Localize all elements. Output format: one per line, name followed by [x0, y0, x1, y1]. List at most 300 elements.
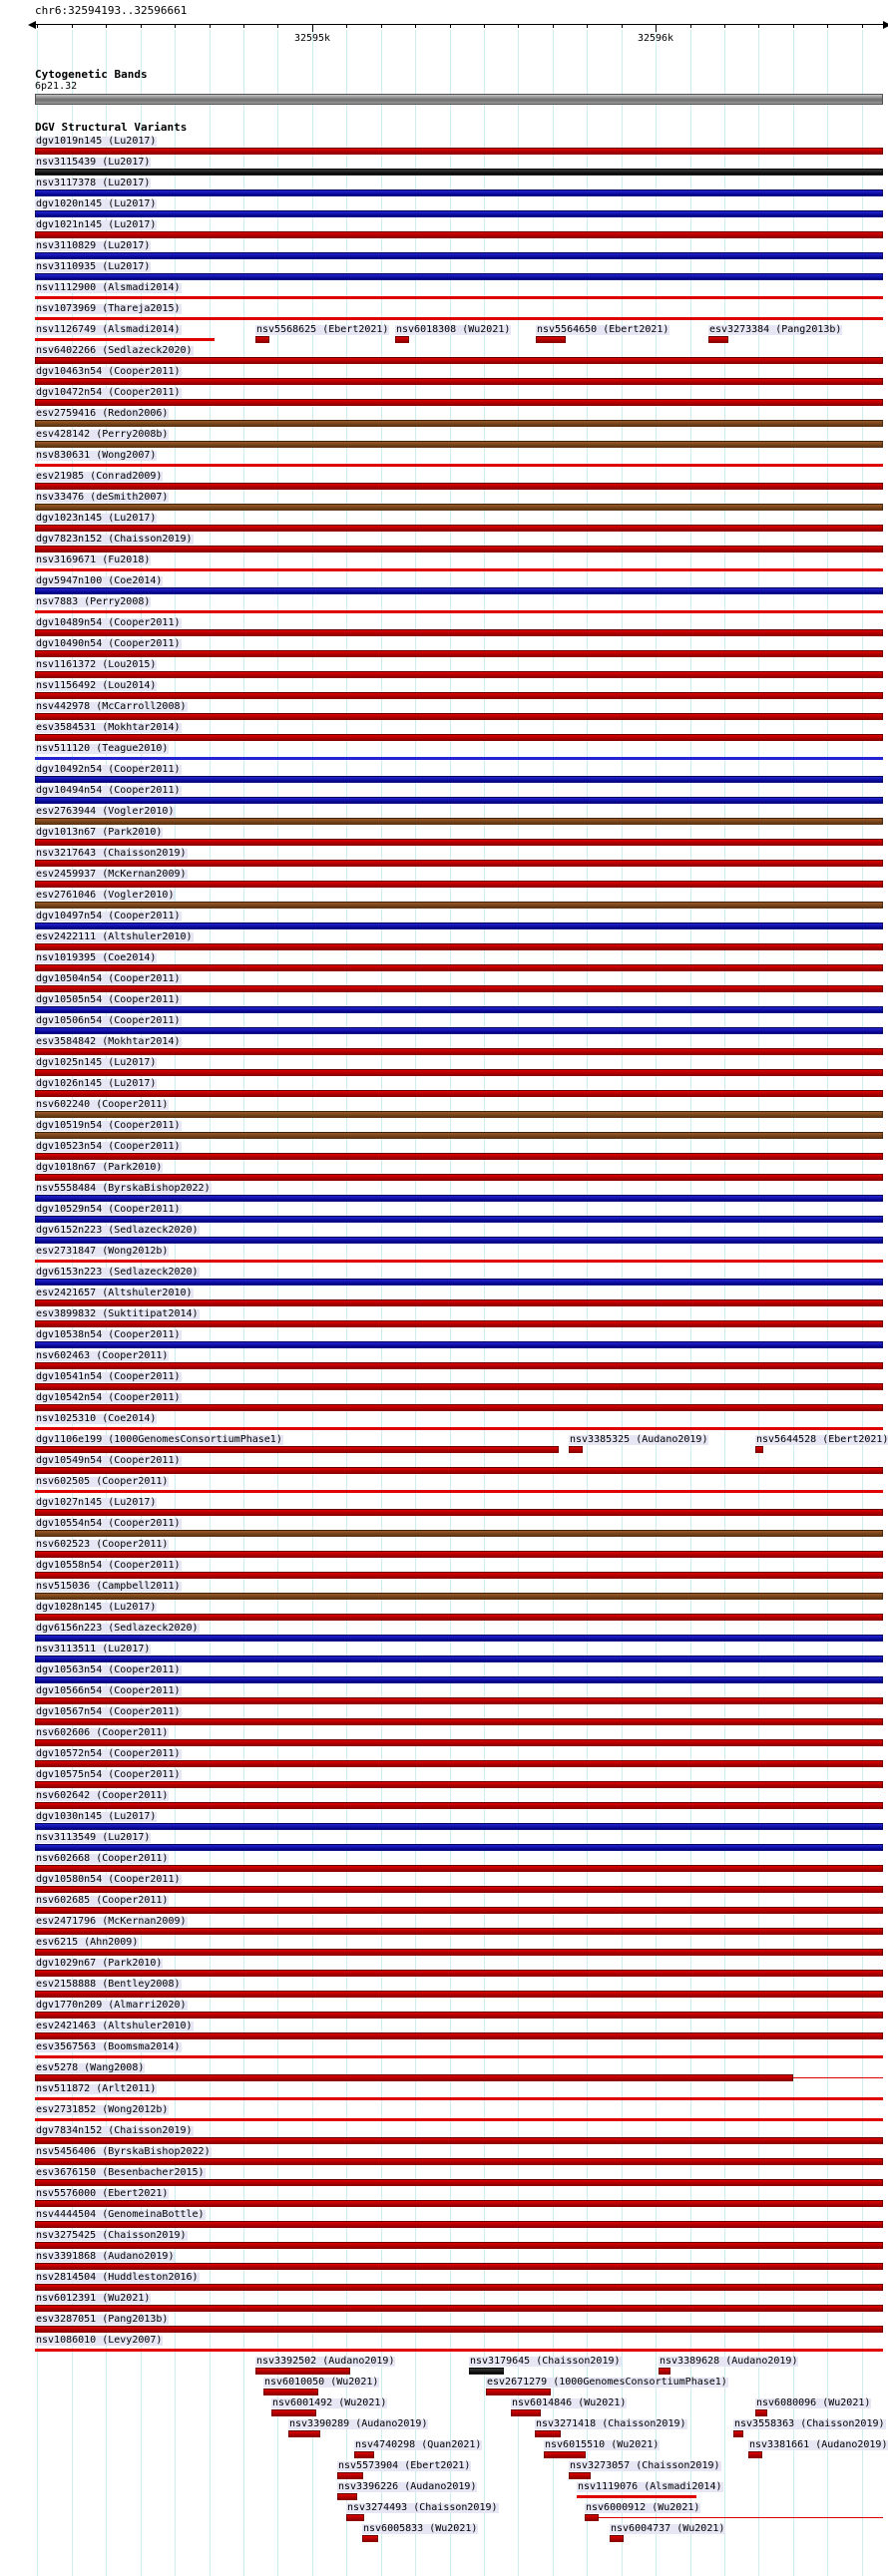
variant-label[interactable]: dgv10494n54 (Cooper2011) — [36, 785, 181, 796]
variant-label[interactable]: dgv1106e199 (1000GenomesConsortiumPhase1) — [36, 1434, 282, 1445]
variant-label[interactable]: dgv7823n152 (Chaisson2019) — [36, 534, 193, 545]
variant-label[interactable]: nsv5558484 (ByrskaBishop2022) — [36, 1183, 211, 1194]
variant-bar[interactable] — [544, 2451, 586, 2458]
variant-label[interactable]: nsv3396226 (Audano2019) — [338, 2481, 477, 2492]
variant-label[interactable]: dgv1027n145 (Lu2017) — [36, 1497, 157, 1508]
variant-label[interactable]: esv3567563 (Boomsma2014) — [36, 2041, 181, 2052]
variant-label[interactable]: dgv10504n54 (Cooper2011) — [36, 973, 181, 984]
variant-label[interactable]: nsv3391868 (Audano2019) — [36, 2251, 175, 2262]
variant-label[interactable]: nsv602463 (Cooper2011) — [36, 1350, 169, 1361]
variant-bar[interactable] — [35, 2326, 883, 2333]
variant-bar[interactable] — [569, 2472, 591, 2479]
variant-bar[interactable] — [35, 420, 883, 427]
variant-label[interactable]: nsv442978 (McCarroll2008) — [36, 701, 187, 712]
variant-row — [0, 912, 888, 932]
variant-bar[interactable] — [35, 1404, 883, 1411]
variant-label[interactable]: nsv3179645 (Chaisson2019) — [470, 2356, 621, 2367]
variant-label[interactable]: dgv5947n100 (Coe2014) — [36, 575, 163, 586]
variant-bar[interactable] — [755, 1446, 763, 1453]
variant-bar[interactable] — [35, 441, 883, 448]
variant-label[interactable]: nsv3110829 (Lu2017) — [36, 240, 151, 251]
variant-label[interactable]: esv2671279 (1000GenomesConsortiumPhase1) — [487, 2377, 727, 2388]
variant-label[interactable]: nsv1156492 (Lou2014) — [36, 680, 157, 691]
variant-label[interactable]: dgv10580n54 (Cooper2011) — [36, 1874, 181, 1885]
variant-bar[interactable] — [35, 1635, 883, 1642]
variant-label[interactable]: dgv10542n54 (Cooper2011) — [36, 1392, 181, 1403]
variant-bar[interactable] — [35, 1928, 883, 1935]
variant-label[interactable]: nsv2814504 (Huddleston2016) — [36, 2272, 199, 2283]
variant-bar[interactable] — [35, 1383, 883, 1390]
variant-label[interactable]: nsv4740298 (Quan2021) — [355, 2439, 482, 2450]
variant-label[interactable]: esv2459937 (McKernan2009) — [36, 869, 187, 880]
variant-bar[interactable] — [271, 2409, 316, 2416]
variant-label[interactable]: dgv10549n54 (Cooper2011) — [36, 1455, 181, 1466]
variant-bar[interactable] — [35, 1697, 883, 1704]
variant-bar[interactable] — [362, 2535, 378, 2542]
variant-bar[interactable] — [35, 902, 883, 909]
variant-label[interactable]: dgv1770n209 (Almarri2020) — [36, 2000, 187, 2011]
variant-bar[interactable] — [35, 338, 215, 341]
variant-label[interactable]: esv3287051 (Pang2013b) — [36, 2314, 169, 2325]
variant-bar[interactable] — [35, 1362, 883, 1369]
variant-label[interactable]: nsv6010050 (Wu2021) — [264, 2377, 379, 2388]
variant-row — [0, 2084, 888, 2105]
variant-label[interactable]: nsv3385325 (Audano2019) — [570, 1434, 708, 1445]
variant-label[interactable]: nsv7883 (Perry2008) — [36, 596, 151, 607]
variant-row — [0, 1247, 888, 1268]
variant-bar[interactable] — [35, 525, 883, 532]
variant-bar[interactable] — [35, 1823, 883, 1830]
variant-label[interactable]: esv2731847 (Wong2012b) — [36, 1246, 169, 1257]
variant-bar[interactable] — [395, 336, 409, 343]
ruler-minor-tick — [175, 25, 176, 28]
variant-label[interactable]: dgv6152n223 (Sedlazeck2020) — [36, 1225, 199, 1236]
variant-bar[interactable] — [337, 2472, 363, 2479]
variant-bar[interactable] — [35, 1195, 883, 1202]
variant-label[interactable]: esv2158888 (Bentley2008) — [36, 1979, 181, 1990]
variant-bar[interactable] — [35, 1320, 883, 1327]
variant-label[interactable]: dgv10554n54 (Cooper2011) — [36, 1518, 181, 1529]
variant-bar[interactable] — [486, 2389, 551, 2395]
variant-label[interactable]: nsv830631 (Wong2007) — [36, 450, 157, 461]
variant-bar[interactable] — [35, 1509, 883, 1516]
variant-bar[interactable] — [35, 1090, 883, 1097]
variant-bar[interactable] — [35, 1341, 883, 1348]
variant-bar[interactable] — [35, 231, 883, 238]
variant-label[interactable]: nsv3392502 (Audano2019) — [256, 2356, 395, 2367]
variant-label[interactable]: nsv6402266 (Sedlazeck2020) — [36, 345, 193, 356]
variant-bar[interactable] — [469, 2368, 504, 2375]
variant-bar[interactable] — [35, 1865, 883, 1872]
variant-bar[interactable] — [35, 169, 883, 176]
variant-label[interactable]: dgv10519n54 (Cooper2011) — [36, 1120, 181, 1131]
variant-label[interactable]: nsv1073969 (Thareja2015) — [36, 303, 181, 314]
variant-row — [0, 681, 888, 702]
variant-label[interactable]: esv428142 (Perry2008b) — [36, 429, 169, 440]
variant-label[interactable]: nsv3113511 (Lu2017) — [36, 1644, 151, 1655]
variant-label[interactable]: esv2761046 (Vogler2010) — [36, 890, 175, 901]
variant-label[interactable]: esv2759416 (Redon2006) — [36, 408, 169, 419]
variant-label[interactable]: dgv10566n54 (Cooper2011) — [36, 1685, 181, 1696]
variant-bar[interactable] — [35, 1760, 883, 1767]
variant-label[interactable]: nsv515036 (Campbell2011) — [36, 1581, 181, 1592]
variant-bar[interactable] — [35, 1427, 883, 1430]
variant-row — [0, 1791, 888, 1812]
variant-bar[interactable] — [35, 1299, 883, 1306]
variant-label[interactable]: nsv1112900 (Alsmadi2014) — [36, 282, 181, 293]
variant-label[interactable]: nsv3275425 (Chaisson2019) — [36, 2230, 187, 2241]
variant-label[interactable]: nsv3271418 (Chaisson2019) — [536, 2418, 686, 2429]
variant-row — [0, 555, 888, 576]
variant-label[interactable]: nsv602505 (Cooper2011) — [36, 1476, 169, 1487]
variant-bar[interactable] — [35, 1260, 883, 1263]
variant-label[interactable]: dgv1029n67 (Park2010) — [36, 1958, 163, 1969]
variant-bar[interactable] — [748, 2451, 762, 2458]
variant-bar[interactable] — [35, 1844, 883, 1851]
variant-row — [0, 1917, 888, 1938]
variant-bar[interactable] — [35, 2263, 883, 2270]
variant-bar[interactable] — [35, 1006, 883, 1013]
variant-bar[interactable] — [35, 1781, 883, 1788]
variant-bar[interactable] — [35, 1991, 883, 1998]
variant-bar[interactable] — [35, 2179, 883, 2186]
variant-label[interactable]: nsv6005833 (Wu2021) — [363, 2523, 478, 2534]
variant-bar[interactable] — [659, 2368, 670, 2375]
variant-label[interactable]: dgv10463n54 (Cooper2011) — [36, 366, 181, 377]
variant-bar[interactable] — [35, 860, 883, 867]
variant-bar[interactable] — [35, 985, 883, 992]
variant-label[interactable]: nsv6080096 (Wu2021) — [756, 2397, 871, 2408]
variant-bar[interactable] — [35, 1174, 883, 1181]
variant-label[interactable]: nsv3115439 (Lu2017) — [36, 157, 151, 168]
variant-label[interactable]: nsv6012391 (Wu2021) — [36, 2293, 151, 2304]
variant-label[interactable]: esv3584531 (Mokhtar2014) — [36, 722, 181, 733]
variant-row — [0, 514, 888, 535]
variant-label[interactable]: dgv10490n54 (Cooper2011) — [36, 638, 181, 649]
variant-label[interactable]: nsv1019395 (Coe2014) — [36, 952, 157, 963]
variant-bar[interactable] — [35, 1279, 883, 1286]
variant-bar[interactable] — [35, 2137, 883, 2144]
variant-bar[interactable] — [35, 1132, 883, 1139]
variant-label[interactable]: dgv10575n54 (Cooper2011) — [36, 1769, 181, 1780]
variant-label[interactable]: dgv10538n54 (Cooper2011) — [36, 1329, 181, 1340]
variant-bar[interactable] — [35, 1970, 883, 1977]
variant-label[interactable]: nsv5576000 (Ebert2021) — [36, 2188, 169, 2199]
variant-bar[interactable] — [536, 336, 566, 343]
ruler-minor-tick — [141, 25, 142, 28]
variant-bar[interactable] — [35, 504, 883, 511]
variant-label[interactable]: dgv1026n145 (Lu2017) — [36, 1078, 157, 1089]
variant-bar[interactable] — [35, 1216, 883, 1223]
variant-label[interactable]: dgv10505n54 (Cooper2011) — [36, 994, 181, 1005]
variant-bar[interactable] — [733, 2430, 743, 2437]
variant-bar[interactable] — [354, 2451, 374, 2458]
variant-bar[interactable] — [35, 317, 883, 320]
variant-bar[interactable] — [255, 336, 269, 343]
variant-bar[interactable] — [35, 922, 883, 929]
variant-label[interactable]: nsv5568625 (Ebert2021) — [256, 324, 389, 335]
variant-bar[interactable] — [346, 2514, 364, 2521]
variant-bar[interactable] — [35, 692, 883, 699]
variant-label[interactable]: dgv6156n223 (Sedlazeck2020) — [36, 1623, 199, 1634]
variant-label[interactable]: nsv5573904 (Ebert2021) — [338, 2460, 471, 2471]
variant-label[interactable]: esv5278 (Wang2008) — [36, 2062, 145, 2073]
variant-label[interactable]: nsv3273057 (Chaisson2019) — [570, 2460, 720, 2471]
variant-label[interactable]: dgv1025n145 (Lu2017) — [36, 1057, 157, 1068]
variant-label[interactable]: dgv1018n67 (Park2010) — [36, 1162, 163, 1173]
variant-label[interactable]: nsv1119076 (Alsmadi2014) — [578, 2481, 722, 2492]
variant-bar[interactable] — [35, 1593, 883, 1600]
variant-label[interactable]: nsv5644528 (Ebert2021) — [756, 1434, 888, 1445]
variant-label[interactable]: dgv1030n145 (Lu2017) — [36, 1811, 157, 1822]
variant-bar[interactable] — [35, 839, 883, 846]
variant-label[interactable]: esv2731852 (Wong2012b) — [36, 2104, 169, 2115]
variant-bar[interactable] — [35, 818, 883, 825]
variant-bar[interactable] — [35, 1802, 883, 1809]
variant-label[interactable]: esv2421657 (Altshuler2010) — [36, 1288, 193, 1298]
variant-bar[interactable] — [35, 2305, 883, 2312]
variant-bar[interactable] — [35, 252, 883, 259]
variant-label[interactable]: nsv1025310 (Coe2014) — [36, 1413, 157, 1424]
variant-bar[interactable] — [35, 671, 883, 678]
variant-label[interactable]: dgv1023n145 (Lu2017) — [36, 513, 157, 524]
variant-bar[interactable] — [35, 1656, 883, 1662]
variant-bar[interactable] — [35, 1907, 883, 1914]
variant-label[interactable]: dgv1028n145 (Lu2017) — [36, 1602, 157, 1613]
variant-label[interactable]: nsv4444504 (GenomeinaBottle) — [36, 2209, 205, 2220]
variant-label[interactable]: esv2763944 (Vogler2010) — [36, 806, 175, 817]
variant-label[interactable]: nsv602685 (Cooper2011) — [36, 1895, 169, 1906]
variant-bar[interactable] — [35, 483, 883, 490]
variant-row — [0, 1498, 888, 1519]
variant-bar[interactable] — [288, 2430, 320, 2437]
variant-bar[interactable] — [35, 1048, 883, 1055]
ruler-minor-tick — [210, 25, 211, 28]
variant-label[interactable]: nsv5456406 (ByrskaBishop2022) — [36, 2146, 211, 2157]
variant-label[interactable]: dgv10558n54 (Cooper2011) — [36, 1560, 181, 1571]
variant-bar[interactable] — [35, 1153, 883, 1160]
variant-bar[interactable] — [255, 2368, 350, 2375]
variant-bar[interactable] — [577, 2495, 696, 2498]
ruler-right-arrow-icon — [883, 21, 888, 29]
variant-bar[interactable] — [35, 2158, 883, 2165]
cytoband-bar[interactable] — [35, 94, 883, 105]
variant-bar[interactable] — [35, 189, 883, 196]
variant-label[interactable]: nsv6014846 (Wu2021) — [512, 2397, 627, 2408]
variant-bar[interactable] — [35, 1069, 883, 1076]
variant-bar[interactable] — [35, 1530, 883, 1537]
variant-bar[interactable] — [35, 2012, 883, 2019]
variant-bar[interactable] — [35, 1551, 883, 1558]
variant-bar[interactable] — [708, 336, 728, 343]
variant-bar[interactable] — [35, 757, 883, 760]
variant-bar[interactable] — [35, 1739, 883, 1746]
variant-label[interactable]: dgv10506n54 (Cooper2011) — [36, 1015, 181, 1026]
variant-bar[interactable] — [755, 2409, 767, 2416]
variant-bar[interactable] — [35, 2055, 883, 2058]
variant-label[interactable]: nsv5564650 (Ebert2021) — [537, 324, 669, 335]
variant-row — [0, 2398, 888, 2419]
variant-label[interactable]: nsv6000912 (Wu2021) — [586, 2502, 700, 2513]
variant-label[interactable]: nsv3110935 (Lu2017) — [36, 261, 151, 272]
variant-bar[interactable] — [337, 2493, 357, 2500]
variant-row — [0, 1016, 888, 1037]
variant-bar[interactable] — [511, 2409, 541, 2416]
variant-bar[interactable] — [35, 1949, 883, 1956]
variant-label[interactable]: dgv10572n54 (Cooper2011) — [36, 1748, 181, 1759]
variant-label[interactable]: esv2422111 (Altshuler2010) — [36, 931, 193, 942]
variant-bar[interactable] — [35, 568, 883, 571]
variant-row — [0, 2147, 888, 2168]
variant-bar[interactable] — [35, 2032, 883, 2039]
variant-label[interactable]: esv6215 (Ahn2009) — [36, 1937, 139, 1948]
variant-label[interactable]: esv3899832 (Suktitipat2014) — [36, 1308, 199, 1319]
variant-label[interactable]: nsv3169671 (Fu2018) — [36, 554, 151, 565]
variant-label[interactable]: esv3584842 (Mokhtar2014) — [36, 1036, 181, 1047]
variant-label[interactable]: esv3676150 (Besenbacher2015) — [36, 2167, 205, 2178]
variant-label[interactable]: dgv7834n152 (Chaisson2019) — [36, 2125, 193, 2136]
variant-label[interactable]: nsv6001492 (Wu2021) — [272, 2397, 387, 2408]
variant-bar[interactable] — [35, 2118, 883, 2121]
variant-bar[interactable] — [535, 2430, 561, 2437]
variant-bar[interactable] — [35, 296, 883, 299]
variant-bar[interactable] — [35, 2200, 883, 2207]
variant-bar[interactable] — [35, 1490, 883, 1493]
variant-bar[interactable] — [35, 2221, 883, 2228]
variant-label[interactable]: dgv10567n54 (Cooper2011) — [36, 1706, 181, 1717]
variant-bar[interactable] — [569, 1446, 583, 1453]
variant-bar[interactable] — [35, 2349, 883, 2352]
variant-label[interactable]: dgv1013n67 (Park2010) — [36, 827, 163, 838]
variant-label[interactable]: dgv10497n54 (Cooper2011) — [36, 911, 181, 921]
ruler-tick-label: 32596k — [637, 33, 674, 44]
variant-label[interactable]: nsv6004737 (Wu2021) — [611, 2523, 725, 2534]
variant-row — [0, 2105, 888, 2126]
variant-bar[interactable] — [35, 1614, 883, 1621]
variant-bar[interactable] — [35, 399, 883, 406]
variant-bar[interactable] — [35, 2242, 883, 2249]
variant-label[interactable]: dgv10489n54 (Cooper2011) — [36, 617, 181, 628]
variant-label[interactable]: nsv602606 (Cooper2011) — [36, 1727, 169, 1738]
variant-label[interactable]: nsv511120 (Teague2010) — [36, 743, 169, 754]
variant-label[interactable]: esv21985 (Conrad2009) — [36, 471, 163, 482]
ruler-minor-tick — [622, 25, 623, 28]
variant-label[interactable]: nsv6015510 (Wu2021) — [545, 2439, 660, 2450]
variant-label[interactable]: nsv602668 (Cooper2011) — [36, 1853, 169, 1864]
ruler-major-tick — [656, 25, 657, 32]
variant-label[interactable]: nsv511872 (Arlt2011) — [36, 2083, 157, 2094]
variant-label[interactable]: dgv1020n145 (Lu2017) — [36, 198, 157, 209]
variant-label[interactable]: nsv3217643 (Chaisson2019) — [36, 848, 187, 859]
variant-bar[interactable] — [35, 881, 883, 888]
variant-label[interactable]: nsv1086010 (Levy2007) — [36, 2335, 163, 2346]
variant-bar[interactable] — [35, 1027, 883, 1034]
variant-bar[interactable] — [35, 650, 883, 657]
variant-bar[interactable] — [35, 1467, 883, 1474]
variant-bar[interactable] — [35, 776, 883, 783]
variant-bar[interactable] — [263, 2389, 318, 2395]
variant-label[interactable]: dgv10541n54 (Cooper2011) — [36, 1371, 181, 1382]
variant-bar[interactable] — [35, 629, 883, 636]
variant-bar[interactable] — [35, 273, 883, 280]
variant-bar[interactable] — [35, 210, 883, 217]
variant-label[interactable]: dgv1019n145 (Lu2017) — [36, 136, 157, 147]
variant-bar[interactable] — [35, 797, 883, 804]
variant-row — [0, 660, 888, 681]
variant-row — [0, 765, 888, 786]
variant-bar[interactable] — [35, 464, 883, 467]
variant-bar[interactable] — [35, 1676, 883, 1683]
variant-bar[interactable] — [793, 2077, 883, 2078]
variant-row — [0, 1288, 888, 1309]
variant-row — [0, 2419, 888, 2440]
variant-label[interactable]: nsv3558363 (Chaisson2019) — [734, 2418, 885, 2429]
variant-bar[interactable] — [35, 1572, 883, 1579]
variant-bar[interactable] — [35, 943, 883, 950]
variant-label[interactable]: nsv3274493 (Chaisson2019) — [347, 2502, 498, 2513]
variant-bar[interactable] — [35, 734, 883, 741]
variant-label[interactable]: esv2421463 (Altshuler2010) — [36, 2021, 193, 2031]
variant-bar[interactable] — [35, 1111, 883, 1118]
variant-label[interactable]: dgv6153n223 (Sedlazeck2020) — [36, 1267, 199, 1278]
variant-bar[interactable] — [35, 148, 883, 155]
variant-label[interactable]: dgv1021n145 (Lu2017) — [36, 219, 157, 230]
variant-bar[interactable] — [35, 964, 883, 971]
variant-bar[interactable] — [35, 610, 883, 613]
variant-label[interactable]: nsv3390289 (Audano2019) — [289, 2418, 428, 2429]
variant-label[interactable]: esv3273384 (Pang2013b) — [709, 324, 842, 335]
variant-label[interactable]: nsv3381661 (Audano2019) — [749, 2439, 888, 2450]
variant-row — [0, 325, 888, 346]
variant-bar[interactable] — [35, 378, 883, 385]
variant-bar[interactable] — [585, 2514, 599, 2521]
variant-bar[interactable] — [599, 2517, 883, 2518]
variant-label[interactable]: nsv602642 (Cooper2011) — [36, 1790, 169, 1801]
ruler-minor-tick — [690, 25, 691, 28]
variant-label[interactable]: dgv10523n54 (Cooper2011) — [36, 1141, 181, 1152]
ruler-minor-tick — [243, 25, 244, 28]
variant-bar[interactable] — [35, 1718, 883, 1725]
variant-bar[interactable] — [35, 587, 883, 594]
variant-label[interactable]: nsv6018308 (Wu2021) — [396, 324, 511, 335]
variant-label[interactable]: esv2471796 (McKernan2009) — [36, 1916, 187, 1927]
variant-label[interactable]: nsv3117378 (Lu2017) — [36, 178, 151, 188]
variant-bar[interactable] — [35, 1237, 883, 1244]
variant-label[interactable]: nsv602240 (Cooper2011) — [36, 1099, 169, 1110]
variant-row — [0, 1665, 888, 1686]
variant-label[interactable]: dgv10492n54 (Cooper2011) — [36, 764, 181, 775]
variant-label[interactable]: nsv1126749 (Alsmadi2014) — [36, 324, 181, 335]
variant-label[interactable]: nsv3113549 (Lu2017) — [36, 1832, 151, 1843]
variant-label[interactable]: nsv33476 (deSmith2007) — [36, 492, 169, 503]
variant-bar[interactable] — [35, 2074, 793, 2081]
variant-bar[interactable] — [35, 1886, 883, 1893]
variant-bar[interactable] — [35, 1446, 559, 1453]
variant-label[interactable]: dgv10529n54 (Cooper2011) — [36, 1204, 181, 1215]
variant-label[interactable]: nsv3389628 (Audano2019) — [660, 2356, 798, 2367]
variant-label[interactable]: dgv10563n54 (Cooper2011) — [36, 1664, 181, 1675]
variant-bar[interactable] — [35, 2097, 883, 2100]
variant-label[interactable]: nsv1161372 (Lou2015) — [36, 659, 157, 670]
variant-bar[interactable] — [35, 713, 883, 720]
variant-row — [0, 1037, 888, 1058]
variant-label[interactable]: nsv602523 (Cooper2011) — [36, 1539, 169, 1550]
variant-bar[interactable] — [610, 2535, 624, 2542]
variant-bar[interactable] — [35, 2284, 883, 2291]
variant-label[interactable]: dgv10472n54 (Cooper2011) — [36, 387, 181, 398]
variant-bar[interactable] — [35, 546, 883, 552]
variant-bar[interactable] — [35, 357, 883, 364]
